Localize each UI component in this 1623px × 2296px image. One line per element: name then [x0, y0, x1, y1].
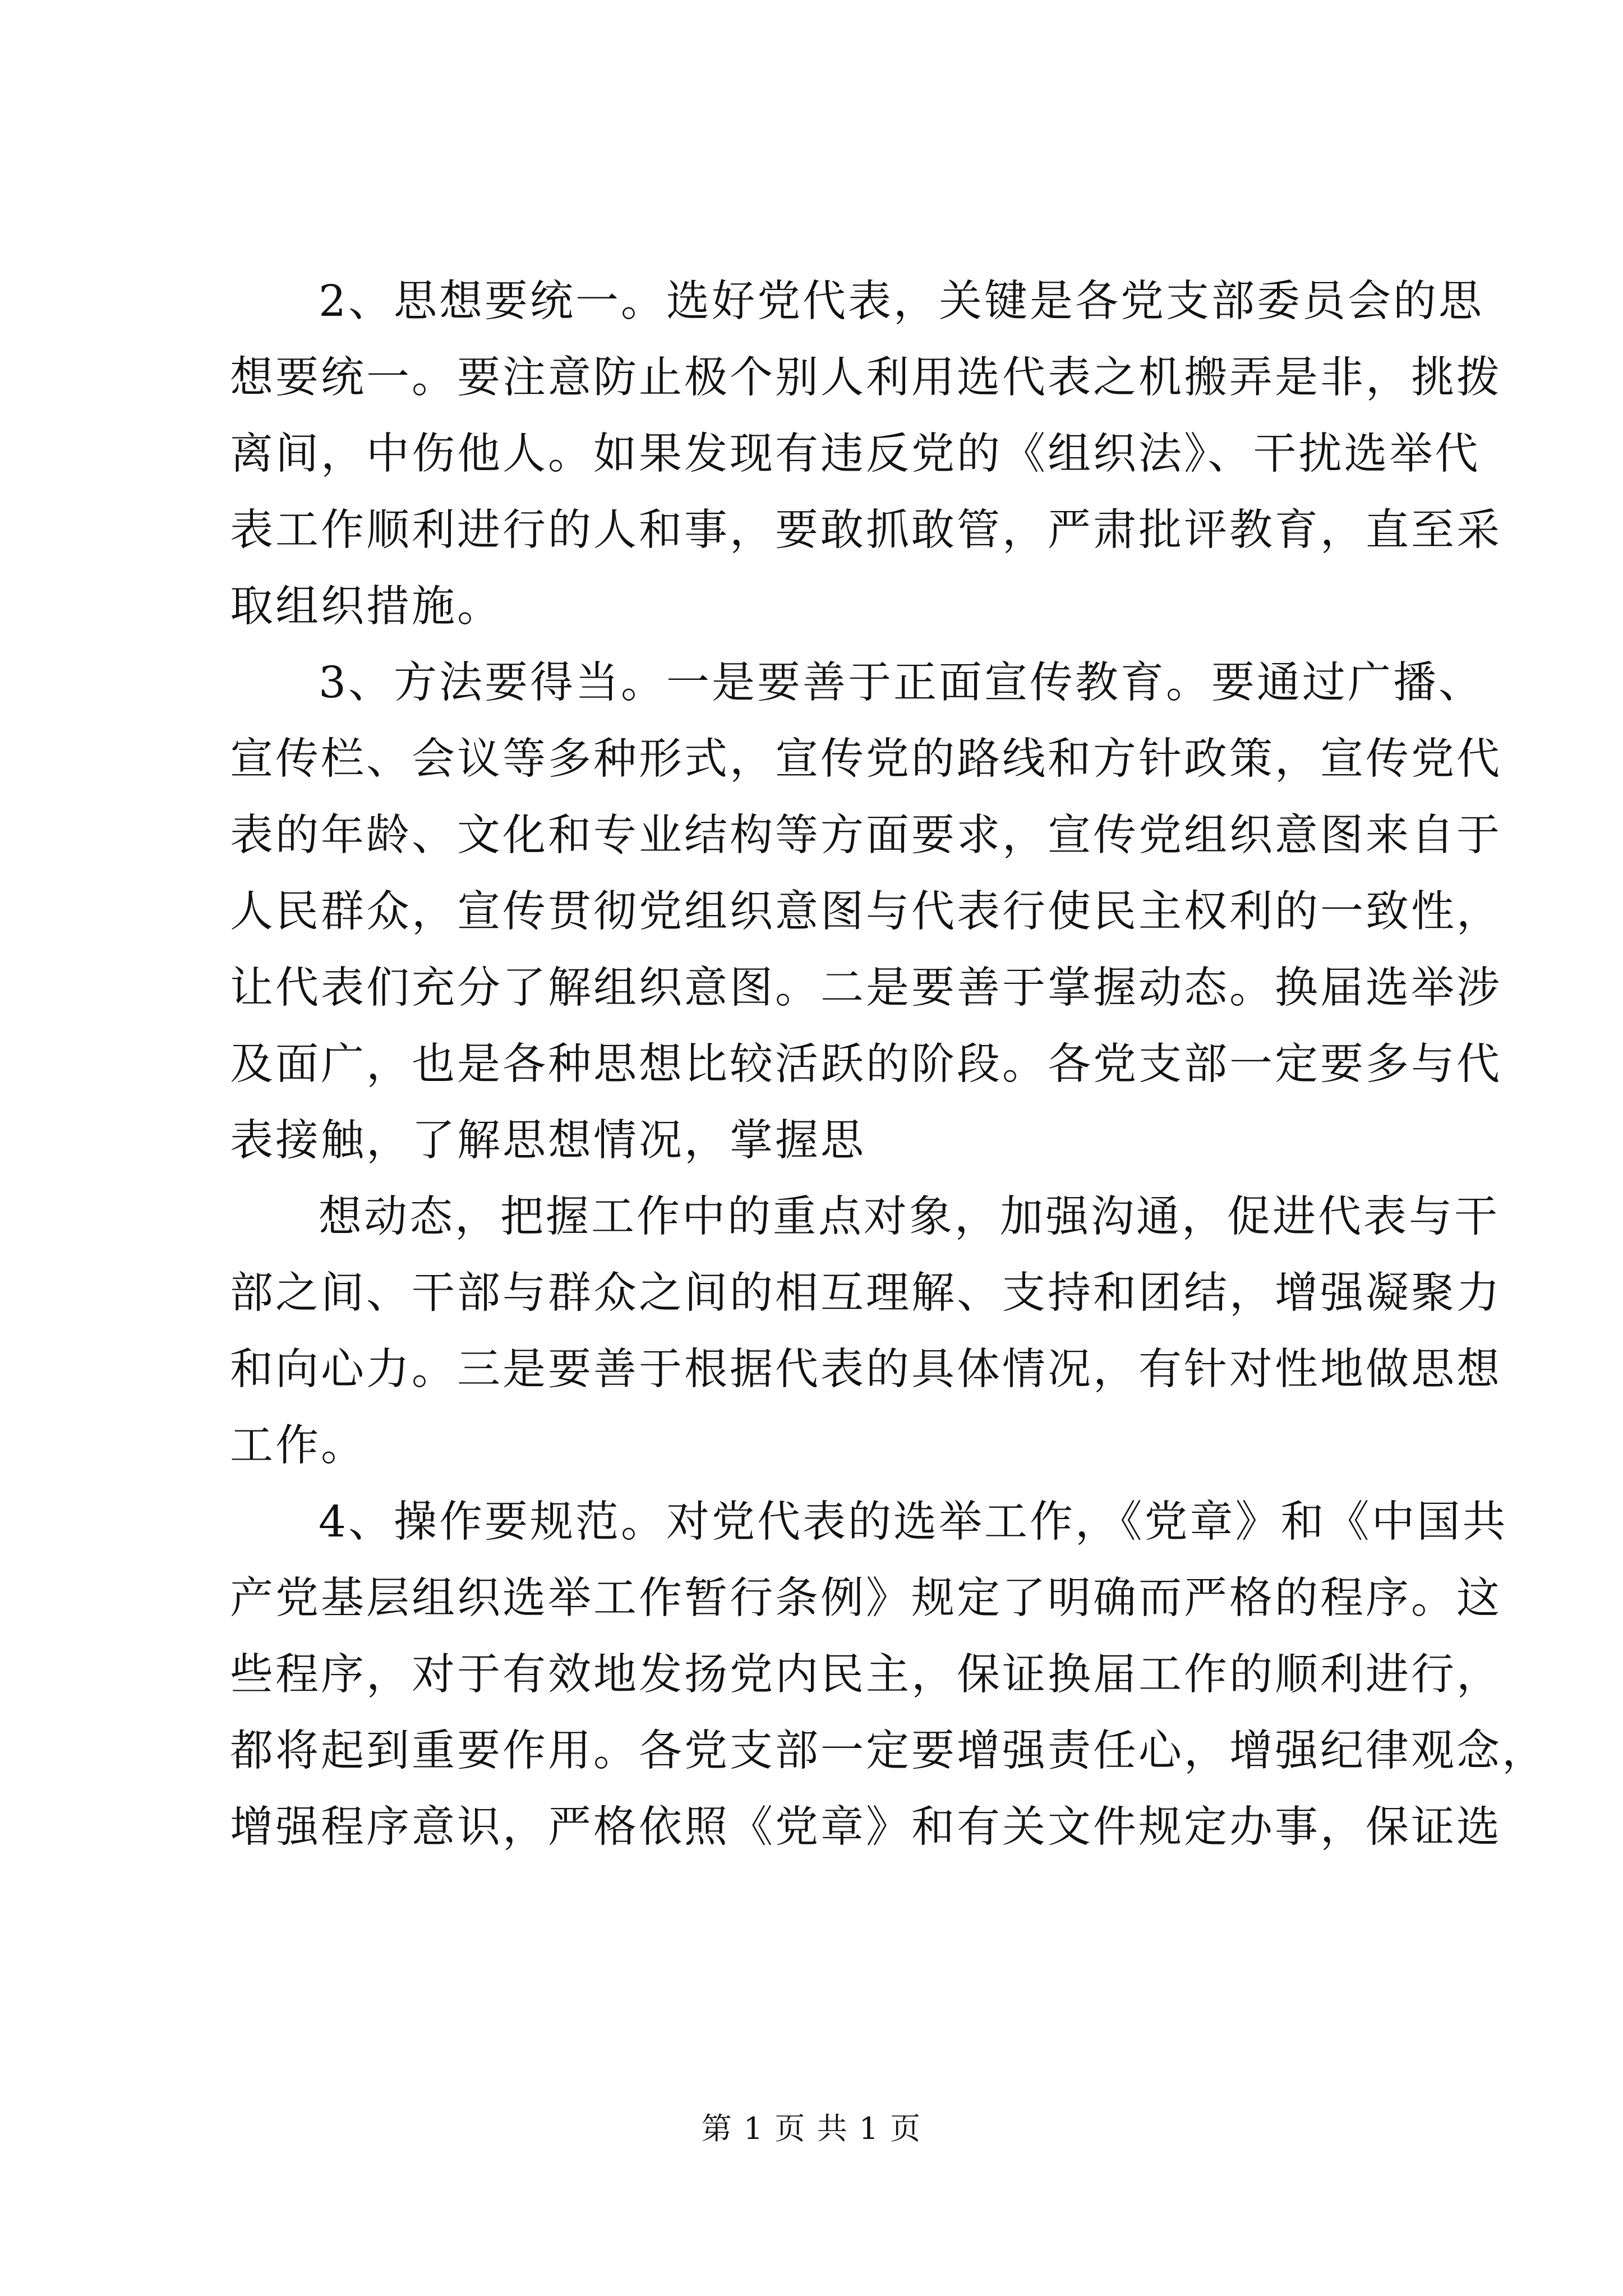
text-line-16: 工作。	[230, 1421, 366, 1471]
text-line-14: 部之间、干部与群众之间的相互理解、支持和团结，增强凝聚力	[230, 1268, 1502, 1318]
text-line-8: 表的年龄、文化和专业结构等方面要求，宣传党组织意图来自于	[230, 811, 1502, 861]
text-line-12: 表接触，了解思想情况，掌握思	[230, 1116, 866, 1166]
text-line-17: 4、操作要规范。对党代表的选举工作，《党章》和《中国共	[319, 1497, 1508, 1547]
text-line-5: 取组织措施。	[230, 582, 502, 632]
text-line-2: 想要统一。要注意防止极个别人利用选代表之机搬弄是非，挑拨	[230, 353, 1502, 403]
body-text	[230, 264, 1547, 1866]
text-line-21: 增强程序意识，严格依照《党章》和有关文件规定办事，保证选	[230, 1802, 1502, 1852]
text-line-9: 人民群众，宣传贯彻党组织意图与代表行使民主权利的一致性，	[230, 887, 1502, 937]
page-footer: 第 1 页 共 1 页	[701, 2111, 922, 2146]
text-line-18: 产党基层组织选举工作暂行条例》规定了明确而严格的程序。这	[230, 1573, 1502, 1623]
text-line-3: 离间，中伤他人。如果发现有违反党的《组织法》、干扰选举代	[230, 429, 1481, 479]
text-line-19: 些程序，对于有效地发扬党内民主，保证换届工作的顺利进行，	[230, 1650, 1502, 1700]
text-line-13: 想动态，把握工作中的重点对象，加强沟通，促进代表与干	[319, 1192, 1500, 1242]
text-line-15: 和向心力。三是要善于根据代表的具体情况，有针对性地做思想	[230, 1345, 1502, 1395]
text-line-20: 都将起到重要作用。各党支部一定要增强责任心，增强纪律观念，	[230, 1726, 1547, 1776]
text-line-7: 宣传栏、会议等多种形式，宣传党的路线和方针政策，宣传党代	[230, 734, 1502, 784]
text-line-11: 及面广，也是各种思想比较活跃的阶段。各党支部一定要多与代	[230, 1039, 1502, 1089]
text-line-4: 表工作顺利进行的人和事，要敢抓敢管，严肃批评教育，直至采	[230, 505, 1502, 555]
text-line-6: 3、方法要得当。一是要善于正面宣传教育。要通过广播、	[319, 658, 1484, 708]
text-line-10: 让代表们充分了解组织意图。二是要善于掌握动态。换届选举涉	[230, 963, 1502, 1013]
text-line-1: 2、思想要统一。选好党代表，关键是各党支部委员会的思	[319, 277, 1484, 326]
